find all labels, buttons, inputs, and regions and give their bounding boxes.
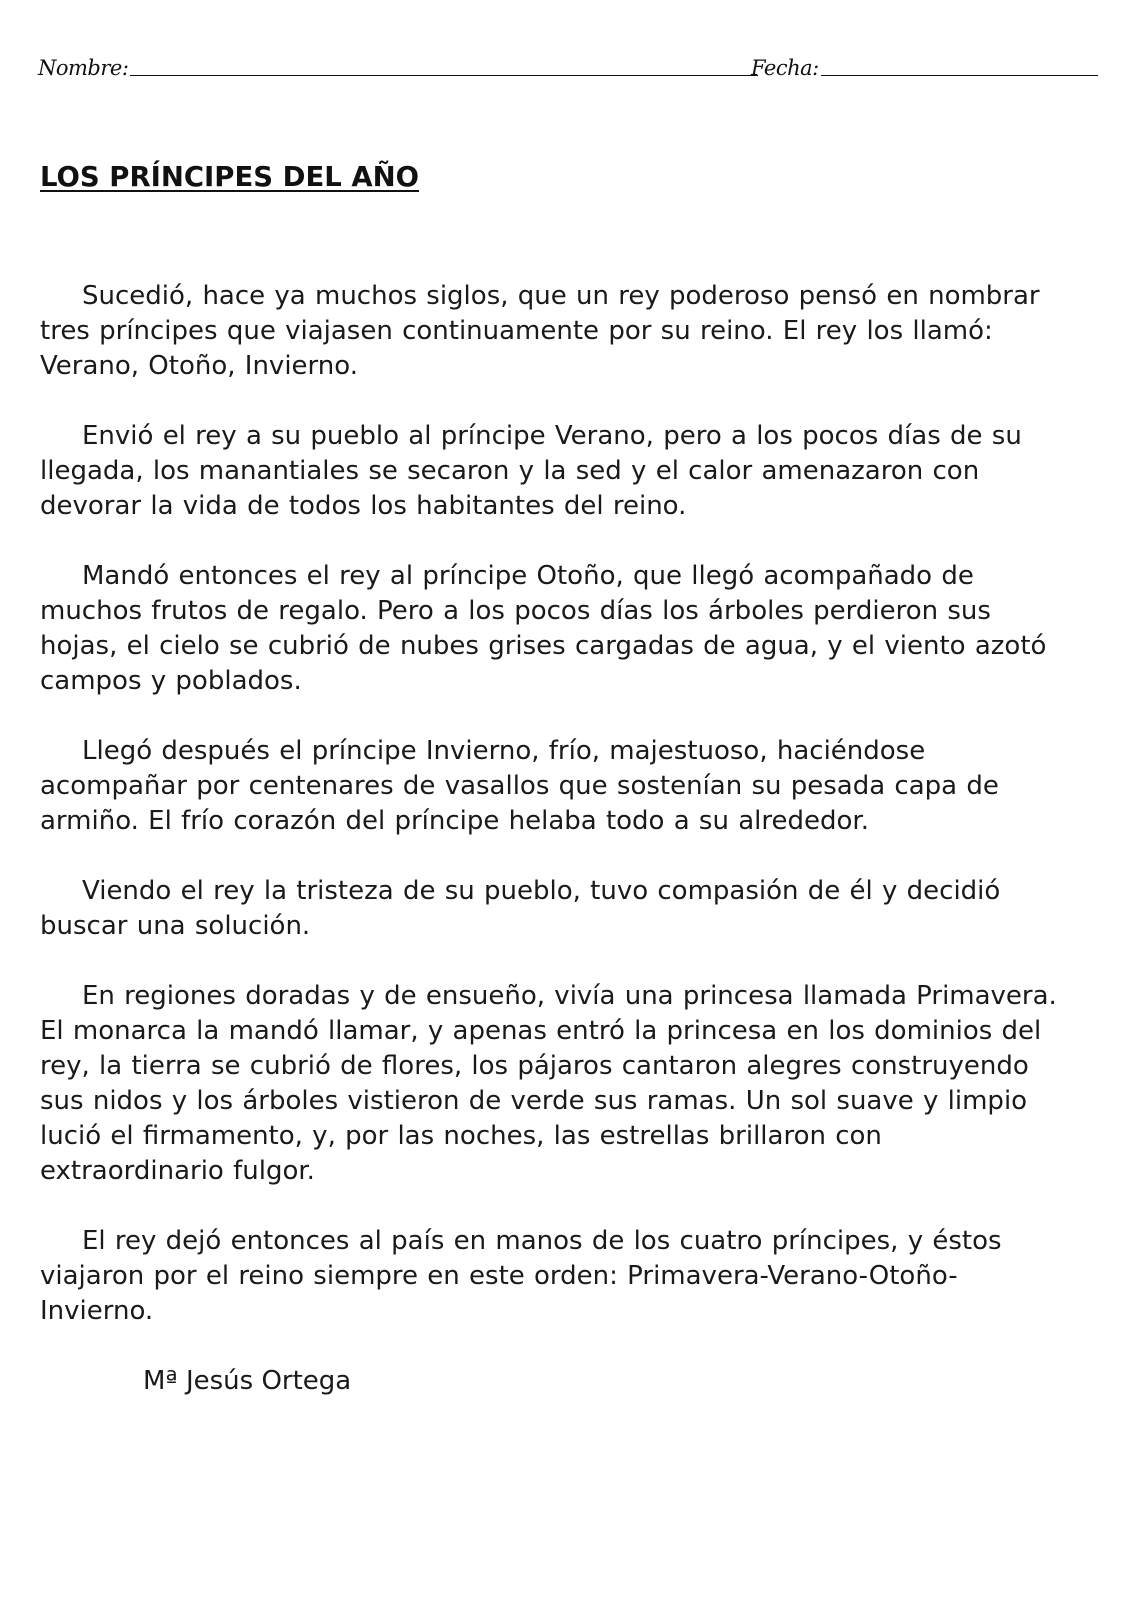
paragraph-7: El rey dejó entonces al país en manos de los cuatro príncipes, y éstos viajaron por el reino siempre en este orden: Primavera-Verano-Otoño-Invierno.	[40, 1226, 1002, 1326]
paragraph-6: En regiones doradas y de ensueño, vivía una princesa llamada Primavera. El monarca la mandó llamar, y apenas entró la princesa en los dominios del rey, la tierra se cubrió de flores, los pájaros cantaron alegres construyendo sus nidos y los árboles vistieron de verde sus ramas. Un sol suave y limpio lució el firmamento, y, por las noches, las estrellas brillaron con extraordinario fulgor.	[40, 981, 1057, 1186]
story-body	[40, 279, 1070, 1399]
header-fields	[38, 54, 1098, 84]
name-field[interactable]	[38, 54, 758, 80]
paragraph-3: Mandó entonces el rey al príncipe Otoño, que llegó acompañado de muchos frutos de regalo. Pero a los pocos días los árboles perdieron sus hojas, el cielo se cubrió de nubes grises cargadas de agua, y el viento azotó campos y poblados.	[40, 561, 1047, 696]
story-title: LOS PRÍNCIPES DEL AÑO	[40, 161, 419, 193]
date-field[interactable]	[751, 54, 1098, 80]
name-label: Nombre:	[38, 56, 129, 80]
paragraph-1: Sucedió, hace ya muchos siglos, que un rey poderoso pensó en nombrar tres príncipes que viajasen continuamente por su reino. El rey los llamó: Verano, Otoño, Invierno.	[40, 281, 1040, 381]
name-blank-line[interactable]	[130, 75, 758, 76]
paragraph-2: Envió el rey a su pueblo al príncipe Verano, pero a los pocos días de su llegada, los manantiales se secaron y la sed y el calor amenazaron con devorar la vida de todos los habitantes del reino.	[40, 421, 1022, 521]
date-blank-line[interactable]	[821, 75, 1098, 76]
author-credit: Mª Jesús Ortega	[143, 1366, 352, 1396]
date-label: Fecha:	[751, 56, 819, 80]
paragraph-4: Llegó después el príncipe Invierno, frío, majestuoso, haciéndose acompañar por centenares de vasallos que sostenían su pesada capa de armiño. El frío corazón del príncipe helaba todo a su alrededor.	[40, 736, 999, 836]
paragraph-5: Viendo el rey la tristeza de su pueblo, tuvo compasión de él y decidió buscar una solución.	[40, 876, 1001, 941]
